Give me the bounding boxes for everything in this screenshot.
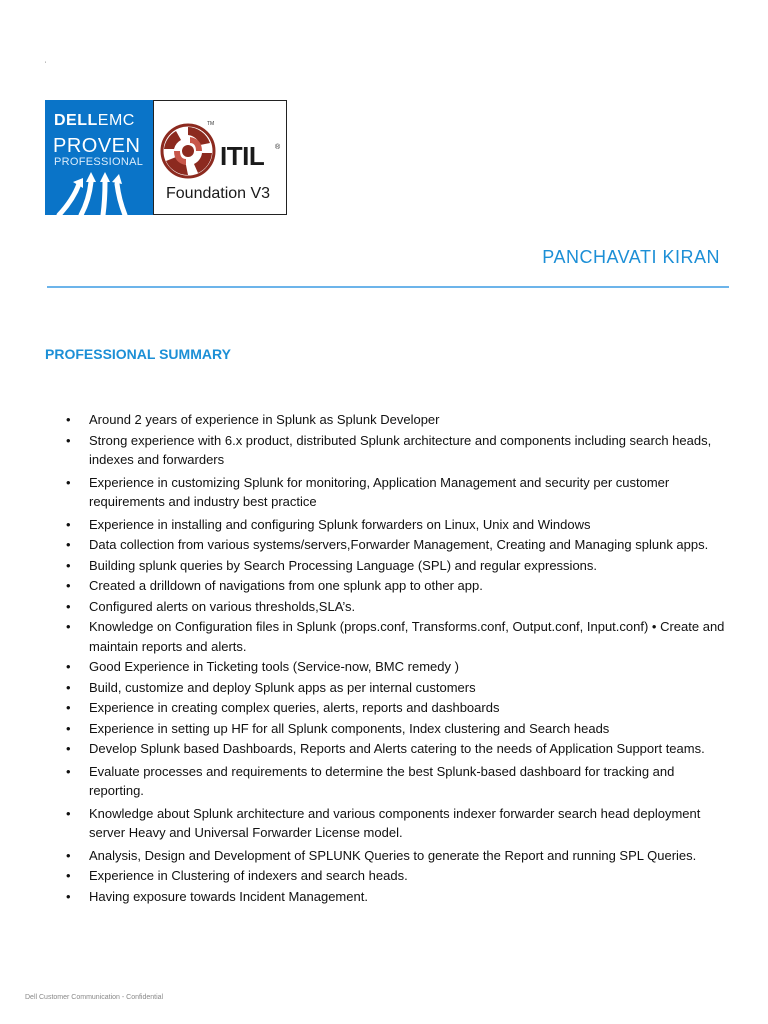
professional-label: PROFESSIONAL xyxy=(54,156,144,168)
professional-summary-list xyxy=(0,410,768,907)
itil-certification-level: Foundation V3 xyxy=(166,185,271,202)
summary-item: • Experience in Clustering of indexers and search heads. xyxy=(0,866,768,886)
itil-wordmark: ITIL xyxy=(220,141,265,171)
dell-emc-wordmark: DELLEMC xyxy=(54,112,135,129)
itil-foundation-v3-logo xyxy=(153,100,287,215)
summary-item: • Experience in creating complex queries, alerts, reports and dashboards xyxy=(0,698,768,718)
dell-emc-proven-professional-logo xyxy=(45,100,153,215)
upward-arrows-icon xyxy=(45,170,153,215)
summary-item: • Building splunk queries by Search Processing Language (SPL) and regular expressions. xyxy=(0,556,768,576)
candidate-name: PANCHAVATI KIRAN xyxy=(542,247,720,267)
summary-item: • Knowledge about Splunk architecture and various components indexer forwarder search head deployment server Heavy and Universal Forwarder License model. xyxy=(0,804,768,843)
summary-item: • Experience in setting up HF for all Splunk components, Index clustering and Search heads xyxy=(0,719,768,739)
summary-item: • Knowledge on Configuration files in Splunk (props.conf, Transforms.conf, Output.conf, Input.conf) • Create and maintain reports and alerts. xyxy=(0,617,768,656)
summary-item: • Experience in installing and configuring Splunk forwarders on Linux, Unix and Windows xyxy=(0,515,768,535)
summary-item: • Configured alerts on various thresholds,SLA’s. xyxy=(0,597,768,617)
itil-swirl-icon xyxy=(160,123,216,179)
summary-item: • Around 2 years of experience in Splunk as Splunk Developer xyxy=(0,410,768,430)
proven-label: PROVEN xyxy=(53,135,141,157)
registered-mark: ® xyxy=(275,144,281,151)
summary-item: • Data collection from various systems/servers,Forwarder Management, Creating and Managing splunk apps. xyxy=(0,535,768,555)
confidentiality-footer: Dell Customer Communication - Confidential xyxy=(25,994,164,1001)
summary-item: • Having exposure towards Incident Management. xyxy=(0,887,768,907)
corner-mark: ' xyxy=(45,62,47,68)
summary-item: • Analysis, Design and Development of SPLUNK Queries to generate the Report and running SPL Queries. xyxy=(0,846,768,866)
summary-item: • Evaluate processes and requirements to determine the best Splunk-based dashboard for tracking and reporting. xyxy=(0,762,768,801)
summary-item: • Strong experience with 6.x product, distributed Splunk architecture and components including search heads, indexes and forwarders xyxy=(0,431,768,470)
summary-item: • Experience in customizing Splunk for monitoring, Application Management and security per customer requirements and industry best practice xyxy=(0,473,768,512)
summary-item: • Develop Splunk based Dashboards, Reports and Alerts catering to the needs of Application Support teams. xyxy=(0,739,768,759)
header-divider xyxy=(47,286,729,288)
summary-item: • Created a drilldown of navigations from one splunk app to other app. xyxy=(0,576,768,596)
trademark-mark: TM xyxy=(207,121,215,127)
summary-item: • Good Experience in Ticketing tools (Service-now, BMC remedy ) xyxy=(0,657,768,677)
summary-item: • Build, customize and deploy Splunk apps as per internal customers xyxy=(0,678,768,698)
professional-summary-heading: PROFESSIONAL SUMMARY xyxy=(45,346,231,362)
